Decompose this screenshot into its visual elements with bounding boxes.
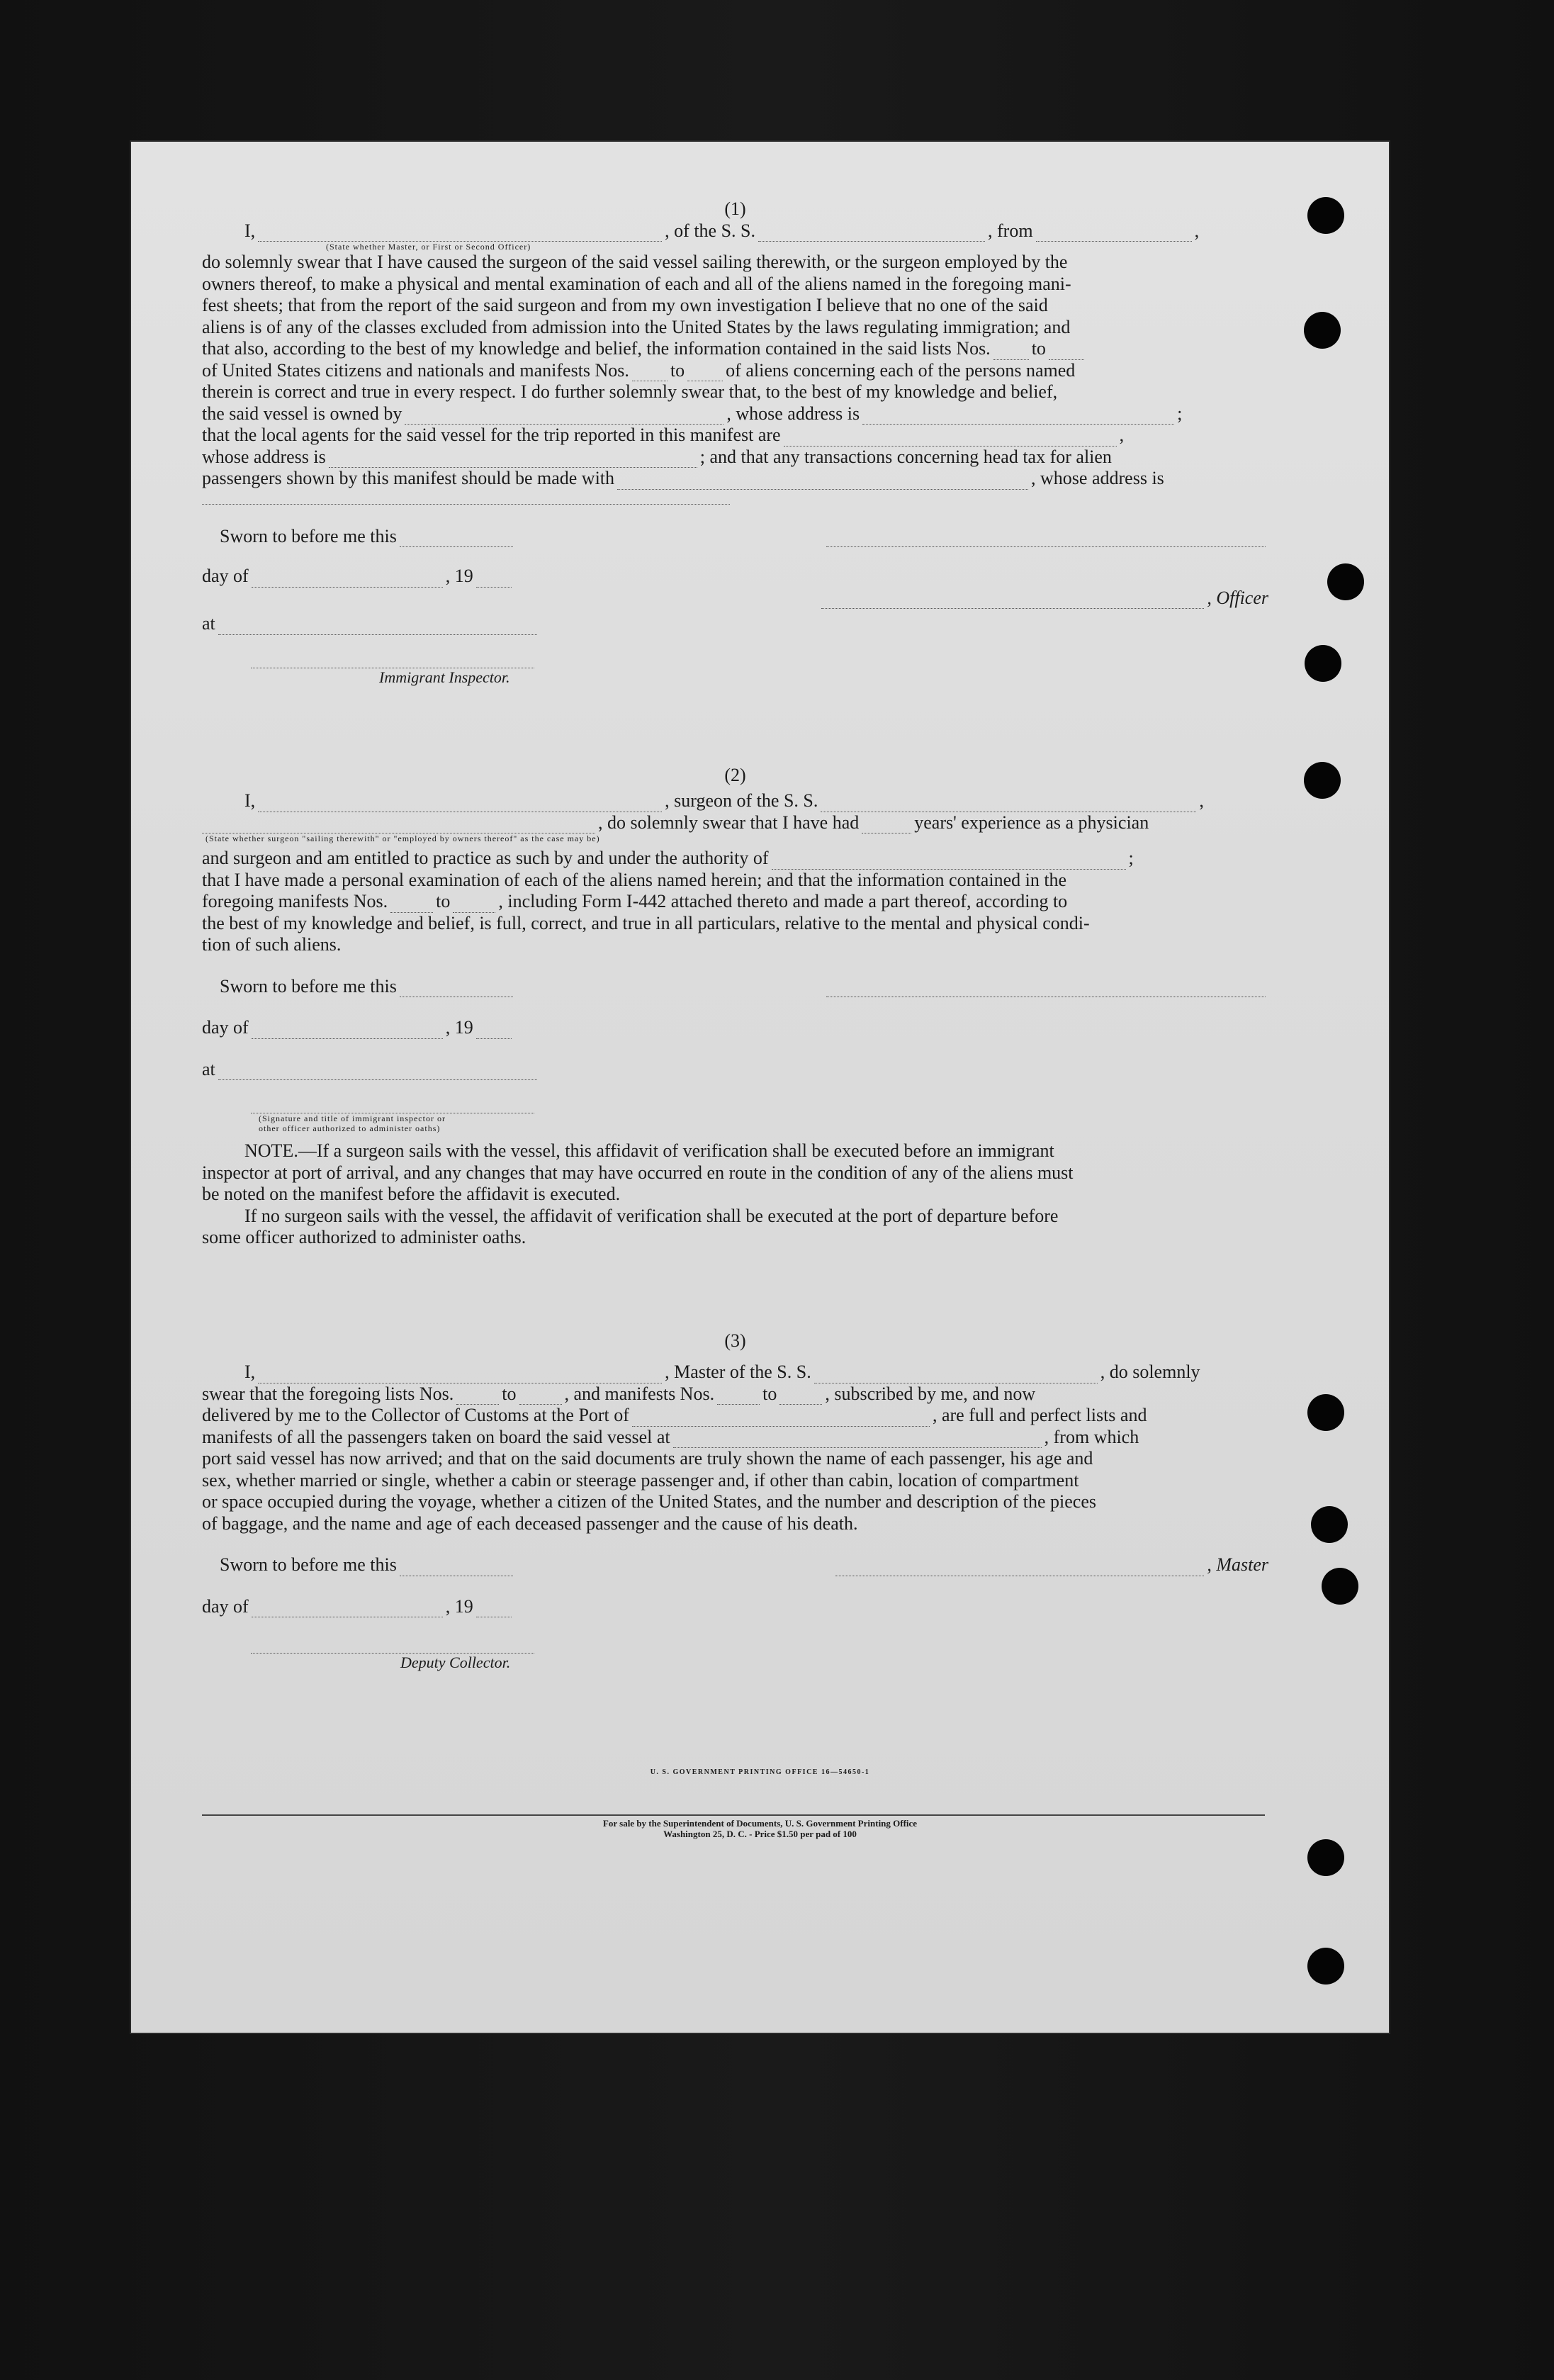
section-1-number: (1) [724, 198, 746, 219]
surgeon-name-field[interactable] [258, 797, 662, 812]
agents-field[interactable] [784, 432, 1117, 447]
punch-hole-6 [1307, 1394, 1344, 1431]
s1-at-field[interactable] [218, 620, 537, 635]
lists-from-field[interactable] [993, 345, 1029, 360]
s3-line-6: sex, whether married or single, whether a cabin or steerage passenger and, if other than cabin, location of compartment [202, 1469, 1079, 1491]
s1-line-3: fest sheets; that from the report of the said surgeon and from my own investigation I believe that no one of the said [202, 295, 1048, 315]
section-1-first-line: I, , of the S. S. , from , [244, 220, 1200, 241]
s1-officer-signature-field[interactable] [821, 594, 1204, 609]
s1-line-7: therein is correct and true in every respect. I do further solemnly swear that, to the best of my knowledge and belief, [202, 381, 1058, 402]
s1-line-6: of United States citizens and nationals and manifests Nos. to of aliens concerning each of the persons named [202, 359, 1076, 381]
s2-signature-field[interactable] [826, 982, 1266, 997]
punch-hole-5 [1304, 762, 1341, 799]
s2-sworn-line: Sworn to before me this [202, 976, 1268, 998]
footer-sale-notice [131, 1818, 1389, 1839]
s1-owner-line: the said vessel is owned by , whose address is ; [202, 403, 1183, 424]
s3-line-5: port said vessel has now arrived; and that on the said documents are truly shown the name of each passenger, his age and [202, 1448, 1093, 1469]
s2-second-line: , do solemnly swear that I have had years' experience as a physician [202, 812, 1268, 834]
note-line-1: NOTE.—If a surgeon sails with the vessel, this affidavit of verification shall be executed before an immigrant [244, 1140, 1054, 1161]
s2-day-line: day of , 19 [202, 1017, 1268, 1039]
section-3 [202, 1330, 1268, 1673]
master-name-field[interactable] [258, 1369, 662, 1383]
note-line-4: If no surgeon sails with the vessel, the affidavit of verification shall be executed at the port of departure before [244, 1205, 1059, 1226]
s2-entitled-line: and surgeon and am entitled to practice as such by and under the authority of ; [202, 848, 1134, 868]
s2-tion-line: tion of such aliens. [202, 934, 342, 955]
agent-address-field[interactable] [329, 453, 697, 468]
footer-sale-line-2: Washington 25, D. C. - Price $1.50 per pad of 100 [663, 1829, 857, 1839]
officer-label: , Officer [1207, 587, 1268, 608]
section-3-number: (3) [724, 1330, 746, 1351]
from-port-field[interactable] [1036, 227, 1192, 242]
s2-at-field[interactable] [218, 1065, 537, 1080]
s3-manifests-to-field[interactable] [779, 1390, 822, 1405]
surgeon-caption: (State whether surgeon "sailing therewith" or "employed by owners thereof" as the case may be) [205, 833, 600, 843]
footer-sale-line-1: For sale by the Superintendent of Documents, U. S. Government Printing Office [602, 1818, 918, 1829]
s2-year-field[interactable] [476, 1024, 512, 1039]
s2-exam-line: that I have made a personal examination of each of the aliens named herein; and that the information contained in the [202, 869, 1067, 890]
s2-sig-caption-2: other officer authorized to administer oaths) [259, 1123, 441, 1133]
s1-inspector-signature-field[interactable] [251, 653, 534, 668]
s3-manifests-all-line: manifests of all the passengers taken on board the said vessel at , from which [202, 1426, 1139, 1447]
vessel-name-field[interactable] [758, 227, 985, 242]
i-label: I, [244, 220, 256, 241]
head-tax-address-field[interactable] [202, 490, 730, 505]
master-label: , Master [1207, 1554, 1268, 1575]
s1-sworn-line: Sworn to before me this [202, 526, 1268, 548]
owner-address-field[interactable] [862, 410, 1174, 425]
s1-officer-line [202, 588, 1268, 610]
punch-hole-3 [1327, 563, 1364, 600]
deputy-collector-label: Deputy Collector. [400, 1654, 511, 1671]
punch-hole-7 [1311, 1506, 1348, 1543]
immigrant-inspector-label: Immigrant Inspector. [379, 668, 510, 686]
lists-to-field[interactable] [1049, 345, 1084, 360]
s1-at-line: at [202, 613, 1268, 635]
s3-swear-line: swear that the foregoing lists Nos. to , and manifests Nos. to , subscribed by me, and now [202, 1383, 1036, 1404]
section-2 [202, 765, 1268, 1249]
s1-signature-field[interactable] [826, 532, 1266, 547]
head-tax-party-field[interactable] [617, 475, 1028, 490]
s1-month-field[interactable] [252, 573, 443, 588]
s2-foregoing-line: foregoing manifests Nos. to , including Form I-442 attached thereto and made a part thereof, according to [202, 891, 1068, 911]
surgeon-type-field[interactable] [202, 819, 595, 833]
note-line-2: inspector at port of arrival, and any changes that may have occurred en route in the condition of any of the aliens must [202, 1162, 1074, 1183]
punch-hole-2 [1304, 312, 1341, 349]
s1-line-2: owners thereof, to make a physical and mental examination of each and all of the aliens named in the foregoing mani- [202, 273, 1071, 294]
s1-sworn-day-field[interactable] [400, 532, 513, 547]
s1-day-line: day of , 19 [202, 566, 1268, 588]
s3-day-line: day of , 19 [202, 1596, 1268, 1618]
s2-sworn-day-field[interactable] [400, 982, 513, 997]
s1-line-5: that also, according to the best of my knowledge and belief, the information contained in the said lists Nos. to [202, 338, 1268, 360]
footer-divider [202, 1814, 1265, 1816]
section-2-number: (2) [724, 764, 746, 785]
s3-sworn-line: Sworn to before me this , Master [220, 1554, 1268, 1575]
s3-sworn-day-field[interactable] [400, 1561, 513, 1576]
punch-hole-1 [1307, 197, 1344, 234]
s3-lists-from-field[interactable] [456, 1390, 499, 1405]
s1-passengers-line: passengers shown by this manifest should be made with , whose address is [202, 468, 1164, 488]
manifests-to-field[interactable] [687, 366, 723, 381]
s2-vessel-field[interactable] [821, 797, 1196, 812]
section-1 [202, 198, 1268, 687]
s1-line-1: do solemnly swear that I have caused the surgeon of the said vessel sailing therewith, or the surgeon employed by the [202, 252, 1068, 272]
note-line-5: some officer authorized to administer oaths. [202, 1227, 527, 1247]
s3-manifests-from-field[interactable] [717, 1390, 760, 1405]
officer-caption: (State whether Master, or First or Second Officer) [326, 242, 531, 252]
s2-at-line: at [202, 1059, 1268, 1081]
officer-name-field[interactable] [258, 227, 662, 242]
from-label: , from [988, 220, 1033, 241]
years-experience-field[interactable] [862, 819, 911, 833]
s3-first-line: I, , Master of the S. S. , do solemnly [244, 1362, 1200, 1382]
s1-agents-line: that the local agents for the said vessel for the trip reported in this manifest are , [202, 425, 1125, 445]
s2-sig-caption-1: (Signature and title of immigrant inspector or [259, 1113, 446, 1123]
s3-vessel-field[interactable] [814, 1369, 1098, 1383]
collector-signature-field[interactable] [251, 1639, 534, 1654]
of-ss-label: , of the S. S. [665, 220, 756, 241]
master-signature-field[interactable] [835, 1561, 1204, 1576]
port-field[interactable] [632, 1412, 930, 1427]
gpo-imprint: U. S. GOVERNMENT PRINTING OFFICE 16—54650-1 [650, 1768, 870, 1776]
owner-field[interactable] [405, 410, 723, 425]
s3-delivered-line: delivered by me to the Collector of Customs at the Port of , are full and perfect lists and [202, 1405, 1147, 1425]
s3-line-8: of baggage, and the name and age of each deceased passenger and the cause of his death. [202, 1512, 858, 1534]
form-page [131, 142, 1389, 2033]
embarkation-port-field[interactable] [673, 1433, 1042, 1448]
punch-hole-9 [1307, 1839, 1344, 1876]
s2-first-line: I, , surgeon of the S. S. , [244, 790, 1204, 811]
s2-inspector-signature-field[interactable] [251, 1099, 534, 1113]
s3-year-field[interactable] [476, 1602, 512, 1617]
s1-agent-address-line: whose address is ; and that any transactions concerning head tax for alien [202, 446, 1112, 467]
s2-manifests-from-field[interactable] [390, 898, 433, 913]
form-content [202, 198, 1268, 1672]
s3-month-field[interactable] [252, 1602, 443, 1617]
s1-line-4: aliens is of any of the classes excluded from admission into the United States by the laws regulating immigration; and [202, 316, 1071, 337]
s3-lists-to-field[interactable] [519, 1390, 562, 1405]
s1-year-field[interactable] [476, 573, 512, 588]
punch-hole-10 [1307, 1948, 1344, 1985]
note-line-3: be noted on the manifest before the affidavit is executed. [202, 1184, 621, 1204]
s2-month-field[interactable] [252, 1024, 443, 1039]
manifests-from-field[interactable] [632, 366, 668, 381]
s2-manifests-to-field[interactable] [453, 898, 495, 913]
s2-best-line: the best of my knowledge and belief, is full, correct, and true in all particulars, relative to the mental and physical condi- [202, 912, 1090, 933]
s3-line-7: or space occupied during the voyage, whether a citizen of the United States, and the number and description of the pieces [202, 1491, 1097, 1512]
punch-hole-8 [1322, 1568, 1358, 1605]
authority-field[interactable] [772, 855, 1126, 870]
punch-hole-4 [1305, 645, 1341, 682]
